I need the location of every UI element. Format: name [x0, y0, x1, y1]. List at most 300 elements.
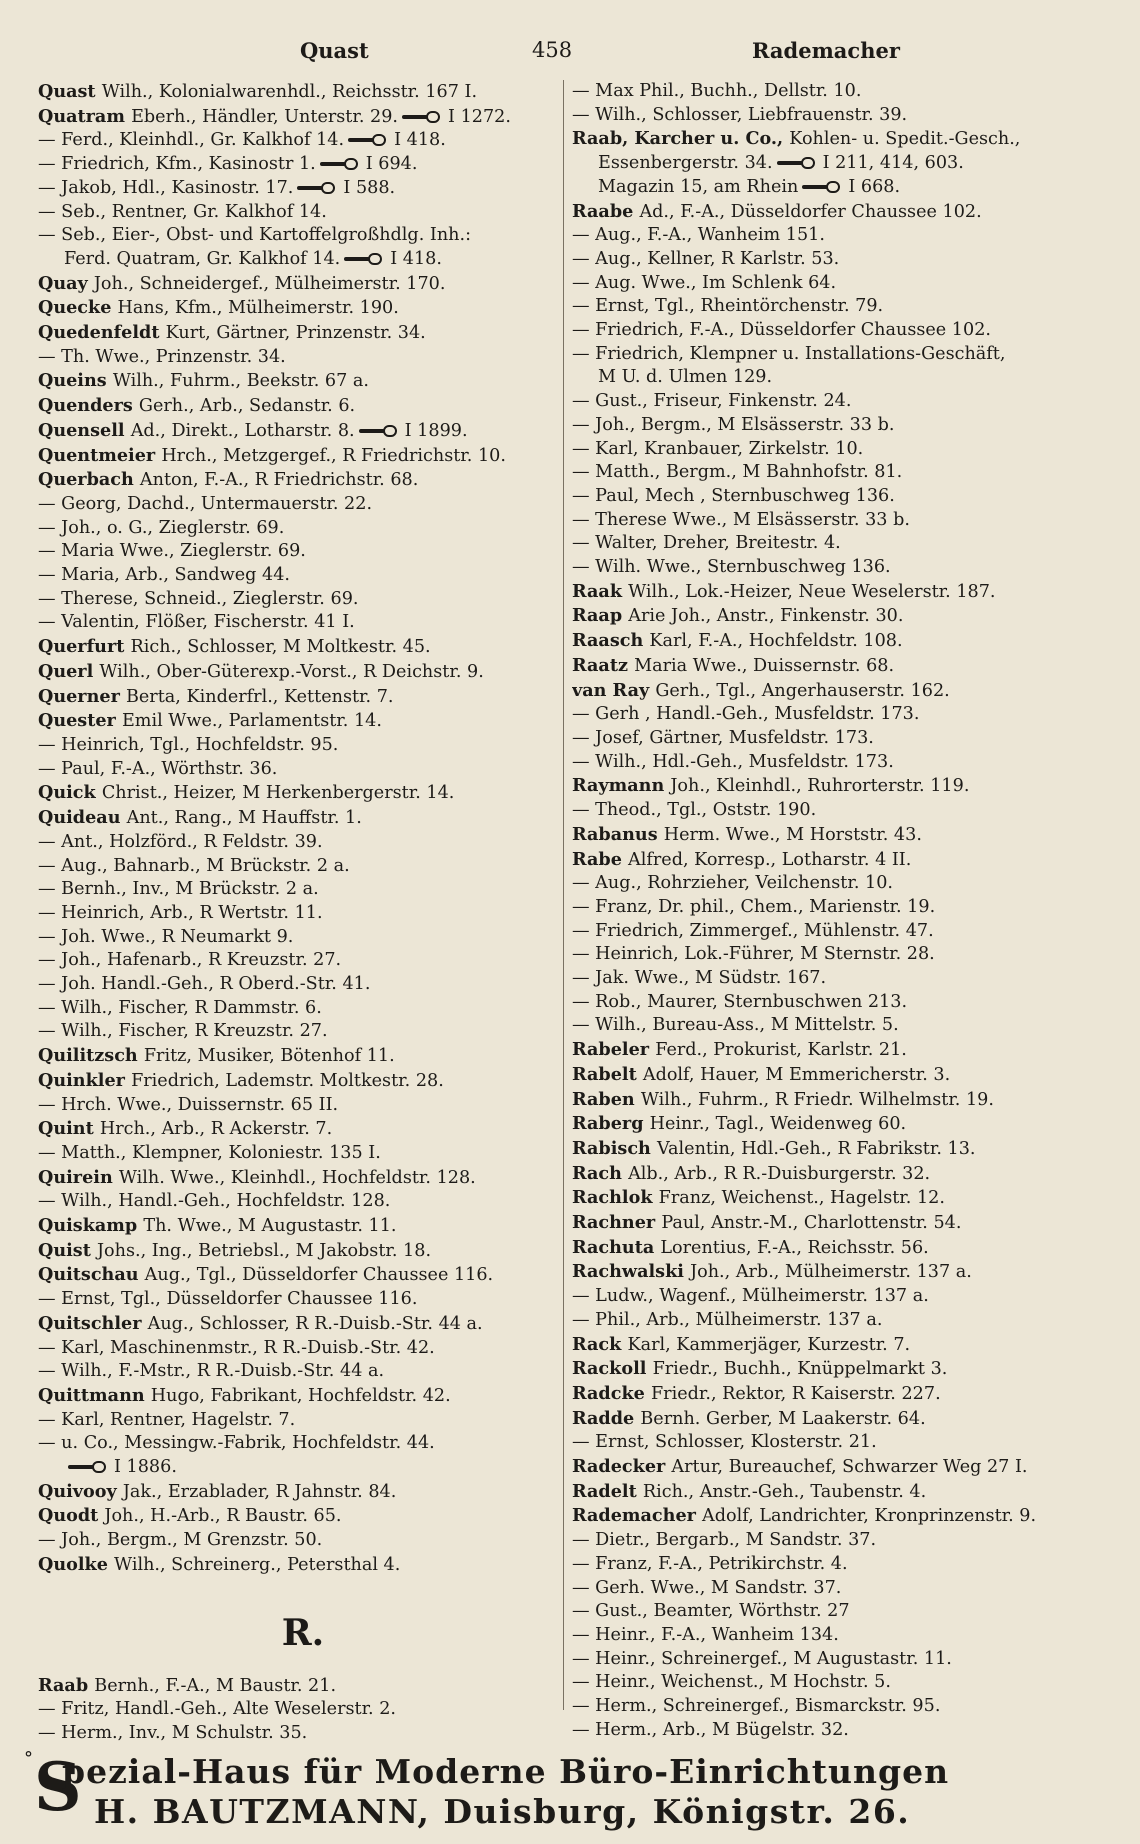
entry-surname: Querner — [38, 685, 126, 707]
list-item — [38, 926, 568, 950]
entry-details: Wilh., Fuhrm., Beekstr. 67 a. — [112, 371, 369, 392]
entry-surname: Quirein — [38, 1166, 119, 1188]
list-item — [38, 1504, 568, 1529]
entry-sub-line: — Ernst, Schlosser, Klosterstr. 21. — [572, 1432, 877, 1453]
list-item — [572, 438, 1124, 462]
list-item — [572, 200, 1124, 225]
entry-details: Valentin, Hdl.-Geh., R Fabrikstr. 13. — [656, 1138, 976, 1159]
list-item — [572, 272, 1124, 296]
list-item — [38, 878, 568, 902]
ad-company-line: H. BAUTZMANN, Duisburg, Königstr. 26. — [94, 1792, 911, 1831]
list-item — [38, 1384, 568, 1409]
entry-details: Th. Wwe., M Augustastr. 11. — [143, 1216, 397, 1237]
page-number: 458 — [532, 38, 573, 62]
entry-sub-line: — Franz, Dr. phil., Chem., Marienstr. 19. — [572, 896, 936, 917]
list-item — [38, 80, 568, 105]
entry-details: Adolf, Hauer, M Emmericherstr. 3. — [642, 1064, 951, 1085]
entry-sub-line: — Bernh., Inv., M Brückstr. 2 a. — [38, 879, 319, 900]
list-item — [38, 973, 568, 997]
entry-details: Gerh., Arb., Sedanstr. 6. — [138, 396, 356, 417]
entry-details: Eberh., Händler, Unterstr. 29. — [131, 106, 399, 127]
entry-details: Ferd., Prokurist, Karlstr. 21. — [655, 1040, 907, 1061]
entry-sub-line: — Joh., Hafenarb., R Kreuzstr. 27. — [38, 950, 342, 971]
entry-sub-line: — Seb., Rentner, Gr. Kalkhof 14. — [38, 201, 327, 222]
list-item — [38, 1529, 568, 1553]
entry-sub-line: — Karl, Maschinenmstr., R R.-Duisb.-Str. 42. — [38, 1337, 435, 1358]
entry-sub-line: — Heinr., Schreinergef., M Augustastr. 11. — [572, 1648, 952, 1669]
list-item — [572, 1431, 1124, 1455]
list-item — [572, 485, 1124, 509]
entry-surname: Quodt — [38, 1505, 105, 1527]
list-item — [38, 1263, 568, 1288]
entry-details: Hrch., Arb., R Ackerstr. 7. — [99, 1119, 333, 1140]
list-item — [38, 177, 568, 201]
entry-details: Joh., Kleinhdl., Ruhrorterstr. 119. — [670, 776, 970, 797]
entry-surname: Quinkler — [38, 1069, 132, 1091]
list-item — [38, 272, 568, 297]
list-item — [38, 949, 568, 973]
entry-continuation: Essenbergerstr. 34. — [598, 153, 773, 174]
entry-sub-line: — Aug., Bahnarb., M Brückstr. 2 a. — [38, 855, 350, 876]
list-item — [38, 517, 568, 541]
entry-details: Gerh., Tgl., Angerhauserstr. 162. — [655, 680, 950, 701]
list-item — [572, 848, 1124, 873]
list-item — [572, 1480, 1124, 1505]
list-item — [572, 1186, 1124, 1211]
entry-details: Bernh., F.-A., M Baustr. 21. — [94, 1675, 337, 1696]
list-item — [572, 751, 1124, 775]
entry-details: Wilh., Kolonialwarenhdl., Reichsstr. 167 I. — [101, 82, 478, 102]
list-item — [572, 1088, 1124, 1113]
entry-details: Alfred, Korresp., Lotharstr. 4 II. — [628, 849, 912, 870]
entry-sub-line: — Theod., Tgl., Oststr. 190. — [572, 800, 817, 821]
entry-details: Joh., H.-Arb., R Baustr. 65. — [104, 1506, 342, 1527]
telephone-number: I 418. — [390, 248, 442, 269]
list-item — [38, 1722, 568, 1746]
list-item — [38, 493, 568, 517]
list-item — [38, 419, 568, 444]
list-item — [572, 1309, 1124, 1333]
entry-surname: Quensell — [38, 419, 131, 441]
entry-surname: Quitschau — [38, 1264, 145, 1286]
list-item — [572, 248, 1124, 272]
list-item — [38, 1456, 568, 1480]
list-item — [572, 1719, 1124, 1743]
list-item — [572, 509, 1124, 533]
entry-sub-line: — Wilh., Handl.-Geh., Hochfeldstr. 128. — [38, 1191, 391, 1212]
list-item — [572, 1137, 1124, 1162]
telephone-icon — [297, 182, 337, 194]
entry-surname: Raben — [572, 1088, 641, 1110]
entry-details: Paul, Anstr.-M., Charlottenstr. 54. — [661, 1213, 962, 1234]
ad-degree-mark: ° — [24, 1748, 33, 1769]
list-item — [38, 129, 568, 153]
entry-sub-line: — Heinr., Weichenst., M Hochstr. 5. — [572, 1672, 891, 1693]
entry-sub-line: — Aug., F.-A., Wanheim 151. — [572, 225, 825, 246]
telephone-number: I 668. — [848, 176, 901, 197]
list-item — [38, 1239, 568, 1264]
entry-sub-line: — Wilh., Bureau-Ass., M Mittelstr. 5. — [572, 1015, 899, 1036]
entry-surname: Queins — [38, 370, 113, 392]
list-item — [572, 1333, 1124, 1358]
list-item — [38, 1020, 568, 1044]
telephone-icon — [68, 1461, 108, 1473]
list-item — [572, 414, 1124, 438]
list-item — [572, 127, 1124, 152]
list-item — [572, 896, 1124, 920]
telephone-number: I 588. — [343, 177, 396, 198]
entry-sub-line: — Wilh., Fischer, R Kreuzstr. 27. — [38, 1021, 328, 1042]
list-item — [38, 1288, 568, 1312]
list-item — [38, 855, 568, 879]
telephone-icon — [802, 181, 842, 193]
entry-details: Rich., Anstr.-Geh., Taubenstr. 4. — [642, 1481, 927, 1502]
entry-surname: Quiskamp — [38, 1215, 144, 1237]
list-item — [38, 806, 568, 831]
list-item — [572, 1162, 1124, 1187]
entry-surname: Raap — [572, 605, 629, 627]
entry-surname: Raatz — [572, 654, 635, 676]
entry-surname: Raberg — [572, 1113, 650, 1135]
entry-sub-line: — Heinrich, Lok.-Führer, M Sternstr. 28. — [572, 944, 935, 965]
list-item — [572, 1624, 1124, 1648]
telephone-icon — [320, 158, 360, 170]
list-item — [572, 727, 1124, 751]
entry-sub-line: — Max Phil., Buchh., Dellstr. 10. — [572, 81, 862, 101]
list-item — [38, 1312, 568, 1337]
entry-sub-line: — Joh. Wwe., R Neumarkt 9. — [38, 926, 294, 947]
entry-surname: Quatram — [38, 105, 132, 127]
entry-sub-line: — Joh., o. G., Zieglerstr. 69. — [38, 517, 285, 538]
entry-sub-line: — Wilh., F.-Mstr., R R.-Duisb.-Str. 44 a. — [38, 1361, 385, 1382]
entry-sub-line: — Aug., Rohrzieher, Veilchenstr. 10. — [572, 873, 893, 894]
entry-sub-line: — Matth., Bergm., M Bahnhofstr. 81. — [572, 462, 903, 483]
entry-sub-line: — Herm., Schreinergef., Bismarckstr. 95. — [572, 1696, 941, 1717]
entry-surname: Querbach — [38, 469, 140, 491]
list-item — [38, 1094, 568, 1118]
entry-surname: Quick — [38, 782, 102, 804]
list-item — [572, 943, 1124, 967]
entry-details: Jak., Erzablader, R Jahnstr. 84. — [122, 1481, 397, 1502]
entry-surname: Quedenfeldt — [38, 322, 166, 344]
entry-details: Wilh., Fuhrm., R Friedr. Wilhelmstr. 19. — [640, 1089, 994, 1110]
entry-surname: Quentmeier — [38, 444, 162, 466]
entry-details: Ad., Direkt., Lotharstr. 8. — [130, 420, 355, 441]
entry-sub-line: — Karl, Kranbauer, Zirkelstr. 10. — [572, 438, 864, 459]
entry-sub-line: — Wilh., Fischer, R Dammstr. 6. — [38, 997, 322, 1018]
entry-sub-line: — Gerh. Wwe., M Sandstr. 37. — [572, 1577, 842, 1598]
entry-continuation: Magazin 15, am Rhein — [598, 176, 799, 197]
list-item — [38, 224, 568, 248]
entry-details: Fritz, Musiker, Bötenhof 11. — [143, 1046, 395, 1067]
list-item — [572, 654, 1124, 679]
entry-sub-line: — Valentin, Flößer, Fischerstr. 41 I. — [38, 612, 355, 633]
telephone-number: I 418. — [394, 130, 446, 151]
entry-sub-line: — Therese, Schneid., Zieglerstr. 69. — [38, 588, 359, 609]
entry-sub-line: — Ernst, Tgl., Rheintörchenstr. 79. — [572, 296, 884, 317]
list-item — [38, 1360, 568, 1384]
list-item — [572, 1407, 1124, 1432]
list-item — [38, 1480, 568, 1505]
entry-surname: Quilitzsch — [38, 1045, 144, 1067]
list-item — [572, 461, 1124, 485]
entry-sub-line: — Friedrich, Zimmergef., Mühlenstr. 47. — [572, 920, 934, 941]
list-item — [38, 444, 568, 469]
entry-surname: Rachner — [572, 1212, 662, 1234]
list-item — [572, 390, 1124, 414]
list-item — [572, 176, 1124, 200]
list-item — [572, 343, 1124, 367]
entry-details: Artur, Bureauchef, Schwarzer Weg 27 I. — [671, 1457, 1028, 1478]
list-item — [572, 629, 1124, 654]
entry-sub-line: — Seb., Eier-, Obst- und Kartoffelgroßhdlg. Inh.: — [38, 225, 472, 246]
list-item — [572, 580, 1124, 605]
list-item — [38, 201, 568, 225]
entry-details: Joh., Schneidergef., Mülheimerstr. 170. — [93, 273, 446, 294]
entry-sub-line: — Heinrich, Tgl., Hochfeldstr. 95. — [38, 734, 339, 755]
list-item — [572, 366, 1124, 390]
entry-details: Friedr., Buchh., Knüppelmarkt 3. — [652, 1359, 948, 1380]
entry-sub-line: — Heinr., F.-A., Wanheim 134. — [572, 1625, 839, 1645]
list-item — [38, 781, 568, 806]
list-item — [38, 1674, 568, 1699]
list-item — [572, 1038, 1124, 1063]
list-item — [38, 1069, 568, 1094]
entry-sub-line: — Ludw., Wagenf., Mülheimerstr. 137 a. — [572, 1286, 929, 1307]
entry-surname: Rachwalski — [572, 1261, 691, 1283]
telephone-number: I 694. — [365, 154, 418, 175]
entry-sub-line: — Phil., Arb., Mülheimerstr. 137 a. — [572, 1309, 883, 1330]
list-item — [572, 1112, 1124, 1137]
list-item — [572, 1577, 1124, 1601]
entry-sub-line: — Paul, F.-A., Wörthstr. 36. — [38, 758, 278, 779]
entry-details: Kohlen- u. Spedit.-Gesch., — [789, 129, 1021, 150]
list-item — [38, 831, 568, 855]
list-item — [38, 1553, 568, 1578]
telephone-icon — [777, 157, 817, 169]
entry-details: Wilh., Lok.-Heizer, Neue Weselerstr. 187. — [628, 581, 996, 602]
entry-details: Adolf, Landrichter, Kronprinzenstr. 9. — [702, 1506, 1037, 1527]
telephone-number: I 1899. — [404, 420, 468, 441]
running-header-right: Rademacher — [752, 38, 900, 63]
entry-surname: Radcke — [572, 1382, 651, 1404]
list-item — [38, 1337, 568, 1361]
entry-surname: Raasch — [572, 630, 650, 652]
list-item — [572, 1600, 1124, 1624]
list-item — [572, 679, 1124, 704]
entry-details: Wilh. Wwe., Kleinhdl., Hochfeldstr. 128. — [118, 1167, 476, 1188]
list-item — [38, 296, 568, 321]
entry-surname: Quist — [38, 1239, 97, 1261]
list-item — [38, 564, 568, 588]
list-item — [572, 799, 1124, 823]
list-item — [572, 1529, 1124, 1553]
list-item — [572, 152, 1124, 176]
entry-details: Maria Wwe., Duissernstr. 68. — [634, 655, 895, 676]
entry-sub-line: — Maria Wwe., Zieglerstr. 69. — [38, 541, 306, 562]
list-item — [572, 1063, 1124, 1088]
ad-headline: pezial-Haus für Moderne Büro-Einrichtungen — [62, 1752, 950, 1791]
entry-sub-line: — Aug., Kellner, R Karlstr. 53. — [572, 248, 840, 269]
list-item — [38, 635, 568, 660]
telephone-number: I 211, 414, 603. — [822, 153, 964, 174]
list-item — [38, 1117, 568, 1142]
entry-sub-line: — Walter, Dreher, Breitestr. 4. — [572, 533, 841, 554]
entry-sub-line: — Gerh , Handl.-Geh., Musfeldstr. 173. — [572, 704, 920, 725]
entry-sub-line: — Herm., Arb., M Bügelstr. 32. — [572, 1719, 849, 1740]
telephone-icon — [359, 425, 399, 437]
entry-surname: Rach — [572, 1162, 629, 1184]
list-item — [38, 1166, 568, 1191]
list-item — [38, 369, 568, 394]
list-item — [38, 1698, 568, 1722]
entry-sub-line: — Matth., Klempner, Koloniestr. 135 I. — [38, 1142, 381, 1163]
list-item — [38, 758, 568, 782]
list-item — [38, 1214, 568, 1239]
entry-sub-line: — Heinrich, Arb., R Wertstr. 11. — [38, 902, 323, 923]
list-item — [38, 1044, 568, 1069]
list-item — [572, 1211, 1124, 1236]
entry-details: Hugo, Fabrikant, Hochfeldstr. 42. — [150, 1385, 451, 1406]
advertisement — [24, 1748, 1094, 1832]
list-item — [572, 872, 1124, 896]
entry-surname: Quolke — [38, 1553, 115, 1575]
entry-sub-line: — Friedrich, F.-A., Düsseldorfer Chaussee 102. — [572, 320, 991, 341]
list-item — [38, 540, 568, 564]
list-item — [572, 1236, 1124, 1261]
entry-sub-line: — Wilh. Wwe., Sternbuschweg 136. — [572, 557, 891, 578]
entry-details: Lorentius, F.-A., Reichsstr. 56. — [660, 1237, 929, 1258]
list-item — [572, 920, 1124, 944]
list-item — [38, 321, 568, 346]
list-item — [38, 611, 568, 635]
ad-initial: S — [34, 1748, 82, 1826]
entry-sub-line: — Wilh., Hdl.-Geh., Musfeldstr. 173. — [572, 751, 894, 772]
entry-details: Bernh. Gerber, M Laakerstr. 64. — [640, 1408, 926, 1429]
list-item — [572, 823, 1124, 848]
list-item — [38, 1432, 568, 1456]
entry-sub-line: — Friedrich, Kfm., Kasinostr 1. — [38, 154, 316, 175]
entry-surname: Rabanus — [572, 823, 664, 845]
entry-surname: Quast — [38, 81, 102, 102]
entry-details: Herm. Wwe., M Horststr. 43. — [663, 824, 922, 845]
list-item — [38, 660, 568, 685]
entry-surname: Rachuta — [572, 1236, 661, 1258]
section-letter: R. — [281, 1611, 325, 1654]
list-item — [572, 1671, 1124, 1695]
entry-surname: Quittmann — [38, 1384, 151, 1406]
entry-sub-line: — Maria, Arb., Sandweg 44. — [38, 565, 290, 586]
entry-surname: Rabeler — [572, 1039, 656, 1061]
list-item — [572, 1695, 1124, 1719]
entry-sub-line: — Herm., Inv., M Schulstr. 35. — [38, 1723, 308, 1743]
list-item — [572, 991, 1124, 1015]
entry-surname: Rachlok — [572, 1187, 659, 1209]
entry-sub-line: — Hrch. Wwe., Duissernstr. 65 II. — [38, 1094, 339, 1115]
list-item — [38, 734, 568, 758]
list-item — [572, 703, 1124, 727]
entry-sub-line: — Paul, Mech , Sternbuschweg 136. — [572, 485, 895, 506]
list-item — [572, 532, 1124, 556]
entry-sub-line: — Rob., Maurer, Sternbuschwen 213. — [572, 991, 908, 1012]
entry-sub-line: — Ferd., Kleinhdl., Gr. Kalkhof 14. — [38, 130, 345, 151]
entry-surname: Quay — [38, 272, 94, 294]
list-item — [572, 1553, 1124, 1577]
left-column — [38, 80, 568, 1746]
list-item — [572, 319, 1124, 343]
list-item — [572, 224, 1124, 248]
entry-sub-line: — Ernst, Tgl., Düsseldorfer Chaussee 116. — [38, 1289, 418, 1310]
list-item — [38, 468, 568, 493]
entry-sub-line: — Dietr., Bergarb., M Sandstr. 37. — [572, 1530, 877, 1551]
entry-details: Aug., Tgl., Düsseldorfer Chaussee 116. — [144, 1265, 494, 1286]
list-item — [38, 346, 568, 370]
entry-details: Friedr., Rektor, R Kaiserstr. 227. — [650, 1383, 941, 1404]
entry-sub-line: — Friedrich, Klempner u. Installations-Geschäft, — [572, 343, 1006, 364]
list-item — [572, 967, 1124, 991]
entry-surname: Rabelt — [572, 1063, 643, 1085]
entry-surname: Quivooy — [38, 1480, 123, 1502]
list-item — [572, 1455, 1124, 1480]
entry-details: Karl, Kammerjäger, Kurzestr. 7. — [627, 1334, 911, 1355]
list-item — [572, 1504, 1124, 1529]
entry-surname: Raymann — [572, 775, 671, 797]
entry-surname: Quitschler — [38, 1312, 148, 1334]
entry-sub-line: — Georg, Dachd., Untermauerstr. 22. — [38, 493, 373, 514]
entry-details: Anton, F.-A., R Friedrichstr. 68. — [139, 470, 419, 491]
entry-details: Ant., Rang., M Hauffstr. 1. — [126, 808, 362, 829]
list-item — [572, 1014, 1124, 1038]
list-item — [38, 685, 568, 710]
entry-details: Wilh., Schreinerg., Petersthal 4. — [114, 1554, 401, 1575]
entry-surname: van Ray — [572, 679, 656, 701]
entry-details: Heinr., Tagl., Weidenweg 60. — [649, 1114, 907, 1135]
list-item — [572, 104, 1124, 128]
list-item — [572, 774, 1124, 799]
entry-surname: Raabe — [572, 200, 640, 222]
entry-details: Emil Wwe., Parlamentstr. 14. — [121, 711, 382, 732]
entry-surname: Rabisch — [572, 1137, 657, 1159]
telephone-icon — [348, 134, 388, 146]
entry-surname: Rack — [572, 1333, 628, 1355]
entry-surname: Rabe — [572, 848, 629, 870]
running-header-left: Quast — [300, 38, 369, 63]
list-item — [38, 997, 568, 1021]
entry-details: Franz, Weichenst., Hagelstr. 12. — [658, 1188, 945, 1209]
entry-surname: Quenders — [38, 395, 139, 417]
list-item — [38, 588, 568, 612]
entry-surname: Quint — [38, 1118, 100, 1140]
entry-sub-line: — Aug. Wwe., Im Schlenk 64. — [572, 272, 837, 293]
entry-surname: Raab — [38, 1674, 95, 1696]
entry-sub-line: — Gust., Friseur, Finkenstr. 24. — [572, 391, 852, 412]
list-item — [38, 1190, 568, 1214]
entry-details: Hrch., Metzgergef., R Friedrichstr. 10. — [161, 445, 506, 466]
entry-surname: Radecker — [572, 1456, 672, 1478]
entry-sub-line: — Karl, Rentner, Hagelstr. 7. — [38, 1409, 296, 1430]
entry-details: Aug., Schlosser, R R.-Duisb.-Str. 44 a. — [147, 1313, 483, 1334]
entry-details: Friedrich, Lademstr. Moltkestr. 28. — [131, 1070, 444, 1091]
list-item — [38, 394, 568, 419]
entry-surname: Quecke — [38, 297, 118, 319]
entry-details: Hans, Kfm., Mülheimerstr. 190. — [117, 298, 399, 319]
entry-sub-line: — Josef, Gärtner, Musfeldstr. 173. — [572, 727, 874, 748]
entry-details: Kurt, Gärtner, Prinzenstr. 34. — [165, 323, 426, 344]
list-item — [38, 153, 568, 177]
list-item — [572, 1357, 1124, 1382]
right-column — [572, 80, 1124, 1743]
entry-surname: Querfurt — [38, 636, 131, 658]
